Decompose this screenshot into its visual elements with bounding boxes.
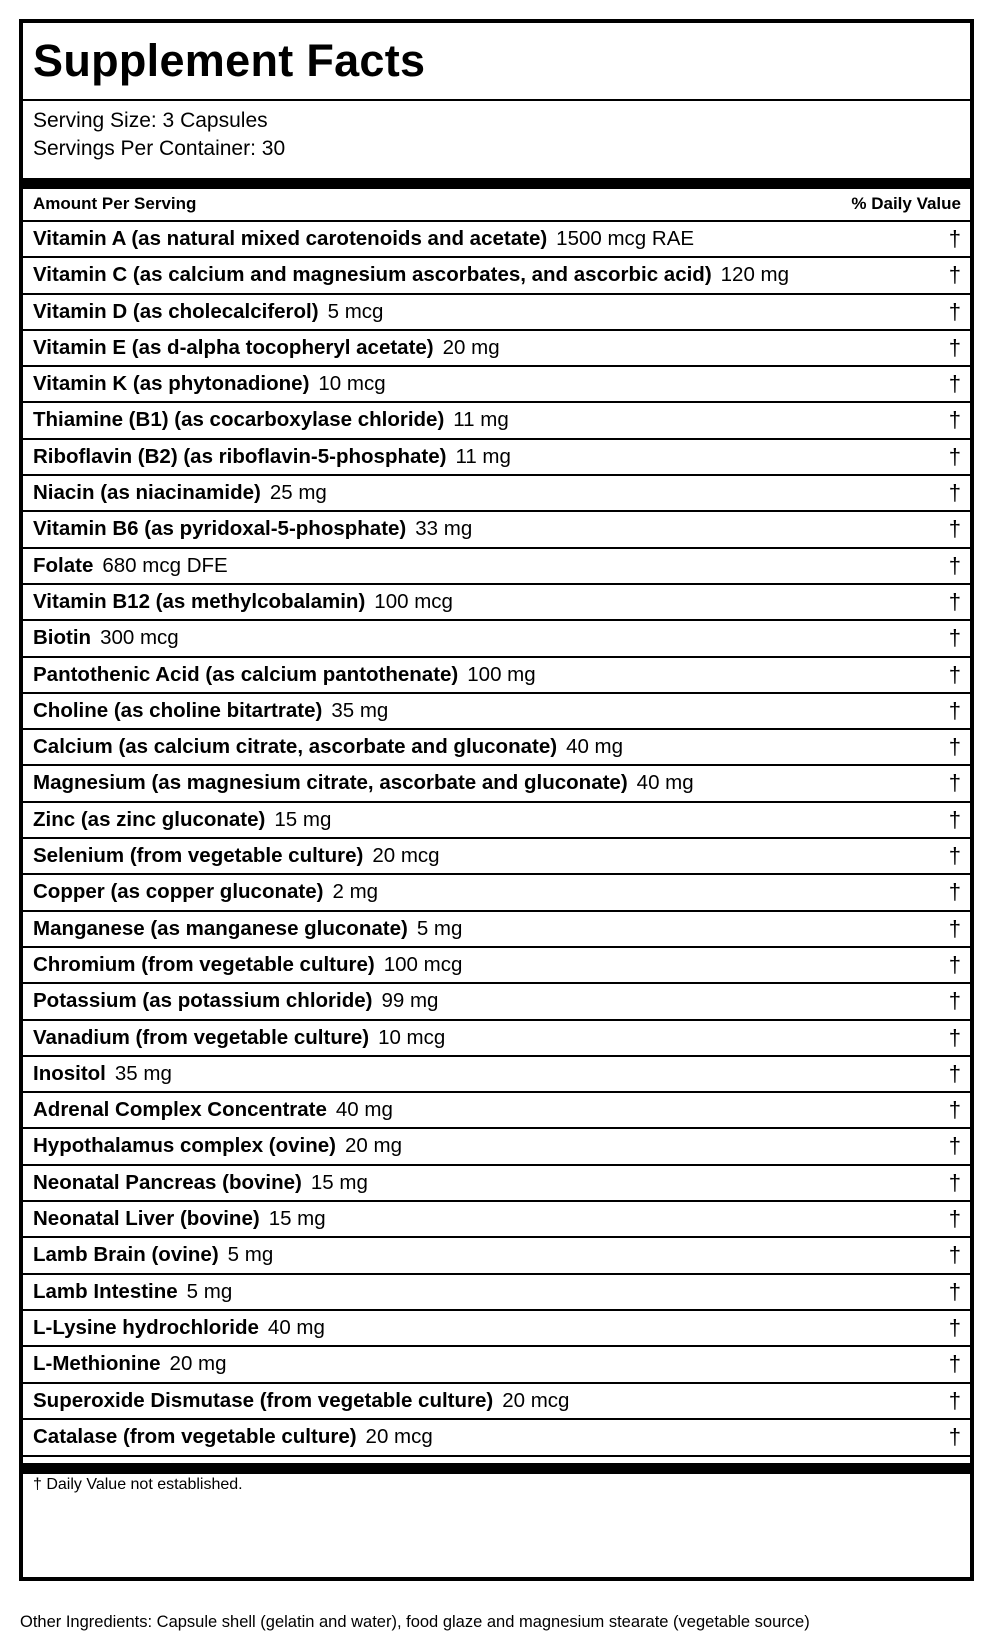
servings-per-container: Servings Per Container: 30	[33, 137, 286, 160]
nutrient-name-cell	[33, 984, 438, 1018]
nutrient-row	[23, 1345, 970, 1381]
nutrient-name-cell	[33, 222, 694, 256]
nutrient-amount: 20 mg	[442, 335, 500, 359]
panel-title: Supplement Facts	[33, 35, 426, 86]
nutrient-name-cell	[33, 585, 453, 619]
nutrient-name: Lamb Brain (ovine)	[33, 1243, 219, 1267]
footnote: † Daily Value not established.	[33, 1476, 243, 1493]
nutrient-name-cell	[33, 766, 694, 800]
nutrient-name-cell	[33, 1420, 433, 1454]
nutrient-amount: 680 mcg DFE	[102, 553, 228, 577]
serving-info	[33, 107, 285, 163]
nutrient-amount: 15 mg	[310, 1170, 368, 1194]
daily-value-dagger: †	[948, 915, 961, 941]
nutrient-amount: 5 mg	[186, 1279, 233, 1303]
daily-value-dagger: †	[948, 552, 961, 578]
nutrient-name-cell	[33, 1057, 172, 1091]
nutrient-amount: 25 mg	[269, 481, 327, 505]
nutrient-name-cell	[33, 512, 472, 546]
nutrient-row	[23, 1055, 970, 1091]
nutrient-name-cell	[33, 403, 509, 437]
supplement-facts-panel	[19, 19, 974, 1581]
nutrient-row	[23, 1127, 970, 1163]
nutrient-name: Biotin	[33, 626, 92, 650]
nutrient-name: Vitamin D (as cholecalciferol)	[33, 299, 319, 323]
daily-value-dagger: †	[948, 516, 961, 542]
daily-value-dagger: †	[948, 1060, 961, 1086]
nutrient-name: Zinc (as zinc gluconate)	[33, 807, 266, 831]
serving-size: Serving Size: 3 Capsules	[33, 109, 268, 132]
nutrient-name: L-Methionine	[33, 1352, 161, 1376]
nutrient-name: Catalase (from vegetable culture)	[33, 1424, 357, 1448]
divider	[23, 99, 970, 101]
nutrient-row	[23, 547, 970, 583]
nutrient-name: Vitamin B6 (as pyridoxal-5-phosphate)	[33, 517, 407, 541]
nutrient-name-cell	[33, 875, 378, 909]
nutrient-name-cell	[33, 1311, 325, 1345]
daily-value-dagger: †	[948, 480, 961, 506]
daily-value-dagger: †	[948, 843, 961, 869]
nutrient-name: Niacin (as niacinamide)	[33, 481, 261, 505]
nutrient-row	[23, 873, 970, 909]
nutrient-name-cell	[33, 440, 511, 474]
nutrient-name: Adrenal Complex Concentrate	[33, 1098, 327, 1122]
daily-value-dagger: †	[948, 588, 961, 614]
daily-value-dagger: †	[948, 1206, 961, 1232]
nutrient-name: Lamb Intestine	[33, 1279, 178, 1303]
nutrient-amount: 5 mg	[416, 916, 463, 940]
daily-value-dagger: †	[948, 1387, 961, 1413]
nutrient-name-cell	[33, 1384, 569, 1418]
daily-value-dagger: †	[948, 1133, 961, 1159]
nutrient-amount: 5 mcg	[327, 299, 384, 323]
nutrient-row	[23, 220, 970, 256]
thick-divider	[23, 1463, 970, 1474]
nutrient-name-cell	[33, 1202, 326, 1236]
nutrient-row	[23, 1236, 970, 1272]
nutrient-name: Folate	[33, 553, 94, 577]
nutrient-name-cell	[33, 549, 228, 583]
daily-value-dagger: †	[948, 1314, 961, 1340]
nutrient-name-cell	[33, 912, 462, 946]
nutrient-row	[23, 293, 970, 329]
nutrient-name: Vitamin K (as phytonadione)	[33, 372, 310, 396]
nutrient-row	[23, 1091, 970, 1127]
nutrient-row	[23, 329, 970, 365]
nutrient-name: Hypothalamus complex (ovine)	[33, 1134, 337, 1158]
nutrient-amount: 20 mcg	[365, 1424, 433, 1448]
nutrient-name: L-Lysine hydrochloride	[33, 1315, 259, 1339]
nutrient-name-cell	[33, 331, 500, 365]
nutrient-name: Riboflavin (B2) (as riboflavin-5-phosphate)	[33, 444, 447, 468]
nutrient-amount: 100 mg	[467, 662, 536, 686]
nutrient-name: Thiamine (B1) (as cocarboxylase chloride)	[33, 408, 445, 432]
nutrient-name-cell	[33, 694, 388, 728]
daily-value-dagger: †	[948, 1242, 961, 1268]
nutrient-name: Neonatal Liver (bovine)	[33, 1207, 260, 1231]
nutrient-name-cell	[33, 1347, 227, 1381]
nutrient-name-cell	[33, 839, 440, 873]
nutrient-name: Vitamin B12 (as methylcobalamin)	[33, 589, 366, 613]
nutrient-row	[23, 1164, 970, 1200]
nutrient-amount: 5 mg	[227, 1243, 274, 1267]
nutrient-name: Magnesium (as magnesium citrate, ascorbate and gluconate)	[33, 771, 628, 795]
nutrient-name: Vanadium (from vegetable culture)	[33, 1025, 370, 1049]
daily-value-dagger: †	[948, 334, 961, 360]
nutrient-row	[23, 365, 970, 401]
nutrient-name-cell	[33, 803, 331, 837]
nutrient-name: Chromium (from vegetable culture)	[33, 952, 375, 976]
nutrient-name: Potassium (as potassium chloride)	[33, 989, 373, 1013]
nutrient-amount: 20 mcg	[372, 844, 440, 868]
daily-value-dagger: †	[948, 806, 961, 832]
nutrient-row	[23, 438, 970, 474]
nutrient-amount: 20 mcg	[502, 1388, 570, 1412]
nutrient-amount: 10 mcg	[378, 1025, 446, 1049]
daily-value-dagger: †	[948, 443, 961, 469]
nutrient-amount: 99 mg	[381, 989, 439, 1013]
nutrient-amount: 100 mcg	[374, 589, 453, 613]
nutrient-row	[23, 910, 970, 946]
daily-value-dagger: †	[948, 1097, 961, 1123]
nutrient-amount: 40 mg	[335, 1098, 393, 1122]
nutrient-amount: 11 mg	[453, 408, 509, 432]
nutrient-amount: 35 mg	[114, 1061, 172, 1085]
divider	[23, 1455, 970, 1457]
nutrient-name-cell	[33, 295, 383, 329]
daily-value-dagger: †	[948, 1024, 961, 1050]
other-ingredients: Other Ingredients: Capsule shell (gelatin and water), food glaze and magnesium stearate (vegetable source)	[20, 1613, 810, 1631]
nutrient-row	[23, 982, 970, 1018]
nutrient-row	[23, 1418, 970, 1454]
nutrient-name-cell	[33, 258, 789, 292]
nutrient-row	[23, 728, 970, 764]
daily-value-dagger: †	[948, 1169, 961, 1195]
nutrient-amount: 40 mg	[566, 735, 624, 759]
nutrient-name: Manganese (as manganese gluconate)	[33, 916, 408, 940]
nutrient-amount: 15 mg	[274, 807, 332, 831]
nutrient-name-cell	[33, 658, 536, 692]
nutrient-amount: 15 mg	[268, 1207, 326, 1231]
daily-value-dagger: †	[948, 262, 961, 288]
nutrient-name-cell	[33, 1166, 368, 1200]
daily-value-dagger: †	[948, 661, 961, 687]
daily-value-dagger: †	[948, 226, 961, 251]
nutrient-name-cell	[33, 1021, 445, 1055]
nutrient-name: Copper (as copper gluconate)	[33, 880, 324, 904]
daily-value-dagger: †	[948, 625, 961, 651]
nutrient-row	[23, 401, 970, 437]
daily-value-dagger: †	[948, 734, 961, 760]
nutrient-name: Vitamin E (as d-alpha tocopheryl acetate)	[33, 335, 434, 359]
nutrient-row	[23, 256, 970, 292]
nutrient-amount: 40 mg	[267, 1315, 325, 1339]
nutrient-amount: 100 mcg	[383, 952, 463, 976]
nutrient-name-cell	[33, 948, 462, 982]
amount-per-serving-label: Amount Per Serving	[33, 194, 197, 213]
nutrient-row	[23, 474, 970, 510]
nutrient-name-cell	[33, 730, 623, 764]
nutrient-row	[23, 1019, 970, 1055]
nutrient-name: Vitamin C (as calcium and magnesium ascorbates, and ascorbic acid)	[33, 263, 712, 287]
nutrient-name-cell	[33, 1129, 402, 1163]
nutrient-name-cell	[33, 1238, 273, 1272]
nutrient-row	[23, 801, 970, 837]
daily-value-dagger: †	[948, 988, 961, 1014]
nutrient-row	[23, 946, 970, 982]
daily-value-dagger: †	[948, 407, 961, 433]
nutrient-amount: 2 mg	[332, 880, 379, 904]
nutrient-name: Calcium (as calcium citrate, ascorbate and gluconate)	[33, 735, 558, 759]
nutrient-row	[23, 1382, 970, 1418]
daily-value-dagger: †	[948, 879, 961, 905]
nutrient-amount: 20 mg	[345, 1134, 402, 1158]
nutrient-row	[23, 764, 970, 800]
thick-divider	[23, 178, 970, 189]
nutrient-row	[23, 510, 970, 546]
daily-value-dagger: †	[948, 371, 961, 397]
nutrient-row	[23, 1309, 970, 1345]
nutrient-amount: 10 mcg	[318, 372, 386, 396]
daily-value-dagger: †	[948, 697, 961, 723]
nutrient-name: Vitamin A (as natural mixed carotenoids and acetate)	[33, 227, 548, 250]
daily-value-dagger: †	[948, 298, 961, 324]
nutrient-table	[23, 220, 970, 1454]
nutrient-row	[23, 837, 970, 873]
nutrient-name: Selenium (from vegetable culture)	[33, 844, 364, 868]
nutrient-row	[23, 692, 970, 728]
nutrient-amount: 1500 mcg RAE	[556, 227, 695, 250]
nutrient-row	[23, 583, 970, 619]
daily-value-dagger: †	[948, 1423, 961, 1449]
daily-value-dagger: †	[948, 1278, 961, 1304]
nutrient-amount: 11 mg	[455, 444, 511, 468]
nutrient-name: Pantothenic Acid (as calcium pantothenate)	[33, 662, 459, 686]
daily-value-dagger: †	[948, 951, 961, 977]
nutrient-name-cell	[33, 621, 179, 655]
nutrient-name-cell	[33, 1275, 232, 1309]
nutrient-amount: 35 mg	[331, 698, 389, 722]
nutrient-amount: 33 mg	[415, 517, 473, 541]
nutrient-name: Neonatal Pancreas (bovine)	[33, 1170, 302, 1194]
nutrient-row	[23, 656, 970, 692]
daily-value-dagger: †	[948, 1351, 961, 1377]
nutrient-amount: 300 mcg	[100, 626, 179, 650]
nutrient-row	[23, 619, 970, 655]
column-header	[23, 189, 970, 219]
daily-value-label: % Daily Value	[851, 194, 961, 213]
nutrient-row	[23, 1200, 970, 1236]
nutrient-name-cell	[33, 1093, 393, 1127]
nutrient-row	[23, 1273, 970, 1309]
nutrient-name: Superoxide Dismutase (from vegetable culture)	[33, 1388, 494, 1412]
nutrient-amount: 20 mg	[169, 1352, 227, 1376]
nutrient-name: Choline (as choline bitartrate)	[33, 698, 323, 722]
nutrient-name-cell	[33, 367, 386, 401]
nutrient-name-cell	[33, 476, 327, 510]
daily-value-dagger: †	[948, 770, 961, 796]
nutrient-amount: 40 mg	[636, 771, 694, 795]
nutrient-name: Inositol	[33, 1061, 106, 1085]
nutrient-amount: 120 mg	[720, 263, 790, 287]
